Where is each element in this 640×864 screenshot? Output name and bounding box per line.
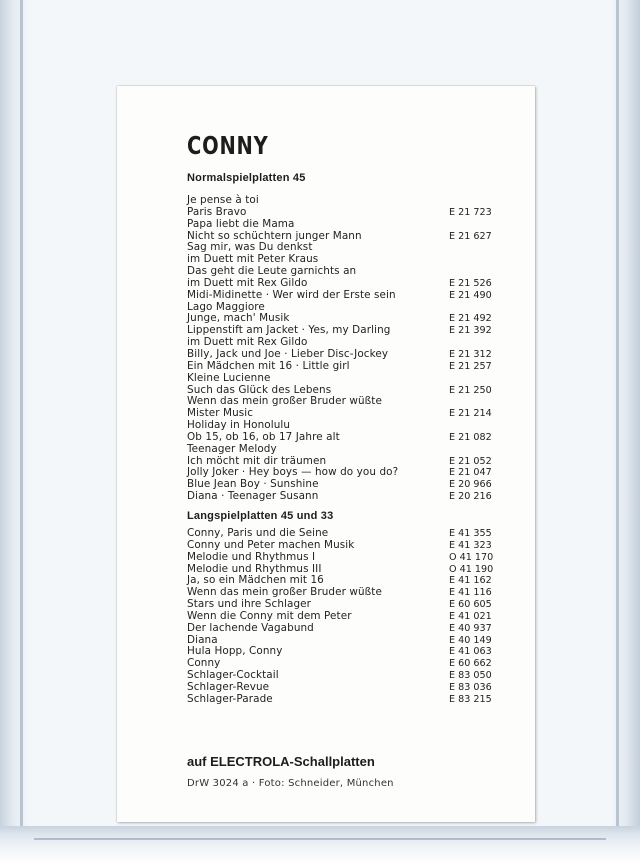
single-entry xyxy=(187,290,507,302)
lp-entry-catalog-number: E 41 063 xyxy=(449,646,492,658)
single-entry-title: Nicht so schüchtern junger Mann xyxy=(187,229,362,242)
autograph-card xyxy=(117,86,535,822)
lp-entry xyxy=(187,646,507,658)
lp-entry-title: Conny und Peter machen Musik xyxy=(187,538,355,551)
single-entry xyxy=(187,491,507,503)
single-entry-title: Je pense à toi xyxy=(187,194,259,206)
lp-entry-title: Schlager-Parade xyxy=(187,692,273,705)
single-entry-catalog-number: E 21 047 xyxy=(449,467,492,479)
single-entry-title: Ein Mädchen mit 16 · Little girl xyxy=(187,359,350,372)
single-entry xyxy=(187,432,507,444)
single-entry-title: Wenn das mein großer Bruder wüßte xyxy=(187,395,382,408)
single-entry xyxy=(187,361,507,373)
single-entry-title: Papa liebt die Mama xyxy=(187,217,295,230)
lp-entry-title: Conny, Paris und die Seine xyxy=(187,527,329,539)
single-entry-title: Sag mir, was Du denkst xyxy=(187,241,313,254)
single-entry-catalog-number: E 21 312 xyxy=(449,348,492,360)
single-entry-title: Holiday in Honolulu xyxy=(187,419,291,432)
singles-list xyxy=(187,195,507,503)
photo-credit: DrW 3024 a · Foto: Schneider, München xyxy=(187,778,394,789)
lp-entry-title: Hula Hopp, Conny xyxy=(187,645,283,658)
single-entry-catalog-number: E 21 492 xyxy=(449,313,492,325)
single-entry-title: Paris Bravo xyxy=(187,205,247,218)
lp-entry-catalog-number: E 41 116 xyxy=(449,587,492,599)
single-entry-catalog-number: E 21 392 xyxy=(449,325,492,337)
lp-entry-catalog-number: E 60 605 xyxy=(449,599,492,611)
single-entry-title: Ob 15, ob 16, ob 17 Jahre alt xyxy=(187,430,340,443)
lp-entry-catalog-number: E 60 662 xyxy=(449,658,492,670)
lp-entry-title: Conny xyxy=(187,657,221,670)
single-entry-catalog-number: E 21 526 xyxy=(449,277,492,289)
single-entry-title: Jolly Joker · Hey boys — how do you do? xyxy=(187,466,399,479)
lp-entry xyxy=(187,611,507,623)
lp-entry-catalog-number: E 40 937 xyxy=(449,622,492,634)
lp-entry-catalog-number: E 41 355 xyxy=(449,528,492,539)
single-entry-catalog-number: E 20 966 xyxy=(449,479,492,491)
sleeve-edge-right xyxy=(616,0,619,830)
sleeve-bottom xyxy=(0,826,640,864)
lp-entry-catalog-number: E 83 036 xyxy=(449,681,492,693)
single-entry-title: Lippenstift am Jacket · Yes, my Darling xyxy=(187,324,391,337)
lp-entry-title: Ja, so ein Mädchen mit 16 xyxy=(187,574,324,587)
lp-entry-title: Der lachende Vagabund xyxy=(187,621,314,634)
label-footer: auf ELECTROLA-Schallplatten xyxy=(187,754,375,769)
single-entry xyxy=(187,278,507,290)
lp-entry-title: Schlager-Cocktail xyxy=(187,669,279,682)
lp-entry-title: Melodie und Rhythmus III xyxy=(187,562,322,575)
lp-entry-title: Melodie und Rhythmus I xyxy=(187,550,316,563)
single-entry-title: Billy, Jack und Joe · Lieber Disc-Jockey xyxy=(187,347,389,360)
lp-entry-catalog-number: E 41 323 xyxy=(449,539,492,551)
lp-entry-catalog-number: E 83 050 xyxy=(449,670,492,682)
single-entry-title: Kleine Lucienne xyxy=(187,371,271,384)
lp-entry-title: Stars und ihre Schlager xyxy=(187,598,312,611)
lp-heading: Langspielplatten 45 und 33 xyxy=(187,510,334,522)
lp-entry-title: Schlager-Revue xyxy=(187,680,270,693)
single-entry-title: Blue Jean Boy · Sunshine xyxy=(187,478,319,491)
single-entry xyxy=(187,207,507,219)
sleeve-edge-left xyxy=(20,0,23,830)
single-entry-title: Das geht die Leute garnichts an xyxy=(187,265,357,278)
single-entry xyxy=(187,444,507,456)
lp-entry-title: Diana xyxy=(187,633,218,646)
singles-heading: Normalspielplatten 45 xyxy=(187,172,306,184)
single-entry-title: Junge, mach' Musik xyxy=(187,312,290,325)
card-title: CONNY xyxy=(187,131,269,160)
single-entry-title: Lago Maggiore xyxy=(187,300,265,313)
lp-list xyxy=(187,528,507,706)
single-entry-title: im Duett mit Rex Gildo xyxy=(187,336,308,349)
single-entry-title: Teenager Melody xyxy=(187,442,277,455)
lp-entry-title: Wenn die Conny mit dem Peter xyxy=(187,609,352,622)
lp-entry xyxy=(187,694,507,706)
single-entry-catalog-number: E 21 214 xyxy=(449,408,492,420)
lp-entry xyxy=(187,623,507,635)
single-entry-catalog-number: E 20 216 xyxy=(449,491,492,503)
sleeve-divider xyxy=(34,838,606,840)
single-entry-title: Diana · Teenager Susann xyxy=(187,490,319,503)
single-entry-catalog-number: E 21 250 xyxy=(449,384,492,396)
single-entry-title: Ich möcht mit dir träumen xyxy=(187,454,327,467)
lp-entry-catalog-number: E 83 215 xyxy=(449,693,492,705)
single-entry-catalog-number: E 21 490 xyxy=(449,289,492,301)
lp-entry-title: Wenn das mein großer Bruder wüßte xyxy=(187,586,382,599)
lp-entry-catalog-number: E 40 149 xyxy=(449,634,492,646)
single-entry xyxy=(187,219,507,231)
single-entry-catalog-number: E 21 052 xyxy=(449,455,492,467)
single-entry-title: im Duett mit Peter Kraus xyxy=(187,253,319,266)
lp-entry xyxy=(187,540,507,552)
single-entry-title: Mister Music xyxy=(187,407,254,420)
single-entry-catalog-number: E 21 627 xyxy=(449,230,492,242)
single-entry-catalog-number: E 21 723 xyxy=(449,206,492,218)
single-entry xyxy=(187,373,507,385)
single-entry-catalog-number: E 21 082 xyxy=(449,431,492,443)
single-entry-title: Such das Glück des Lebens xyxy=(187,383,332,396)
lp-entry-catalog-number: E 41 162 xyxy=(449,575,492,587)
single-entry-title: Midi-Midinette · Wer wird der Erste sein xyxy=(187,288,396,301)
single-entry-title: im Duett mit Rex Gildo xyxy=(187,276,308,289)
lp-entry xyxy=(187,552,507,564)
lp-entry-catalog-number: O 41 170 xyxy=(449,551,494,563)
lp-entry-catalog-number: E 41 021 xyxy=(449,610,492,622)
lp-entry-catalog-number: O 41 190 xyxy=(449,563,494,575)
single-entry-catalog-number: E 21 257 xyxy=(449,360,492,372)
